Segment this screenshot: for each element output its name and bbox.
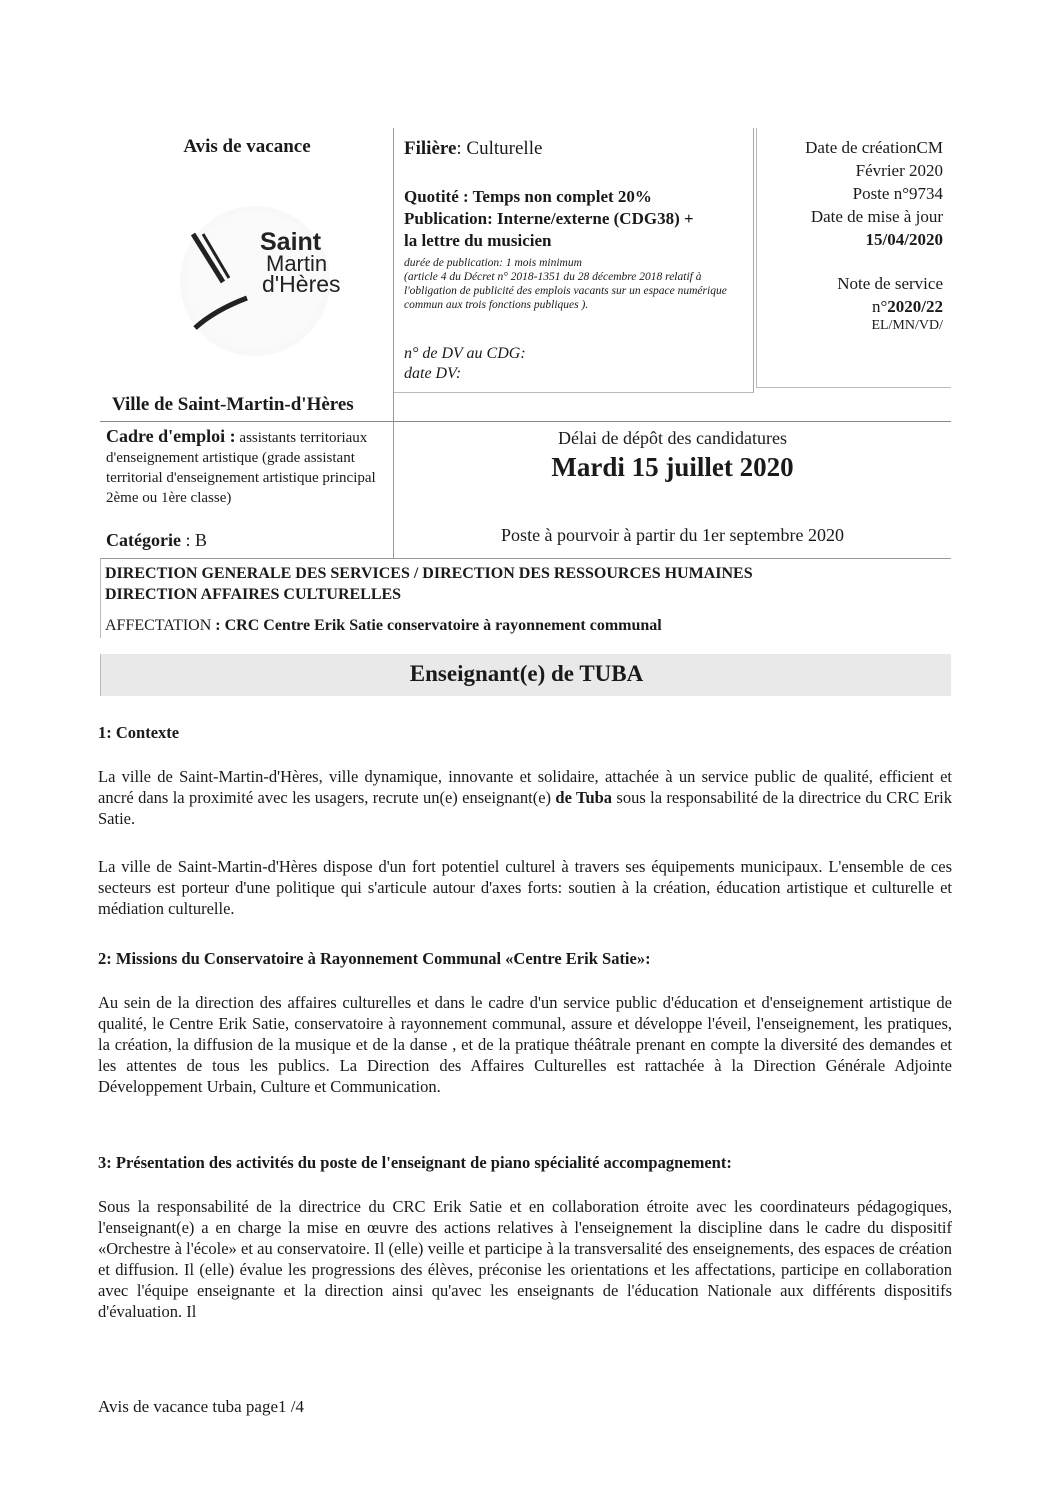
delai-cell bbox=[394, 421, 951, 558]
affectation-label: AFFECTATION bbox=[105, 617, 212, 634]
affectation bbox=[105, 617, 662, 635]
affectation-value: : CRC Centre Erik Satie conservatoire à rayonnement communal bbox=[211, 617, 662, 634]
filiere-label: Filière bbox=[404, 138, 457, 159]
publication-2: la lettre du musicien bbox=[404, 231, 552, 250]
poste-availability: Poste à pourvoir à partir du 1er septembre 2020 bbox=[501, 525, 844, 545]
page-footer: Avis de vacance tuba page1 /4 bbox=[98, 1397, 304, 1416]
note-number-value: 2020/22 bbox=[887, 297, 943, 316]
job-title: Enseignant(e) de TUBA bbox=[409, 661, 644, 686]
paragraph-context-1b: de Tuba bbox=[555, 788, 613, 807]
paragraph-missions: Au sein de la direction des affaires culturelles et dans le cadre d'un service public d'éducation et d'enseignement artistique de qualité, le Centre Erik Satie, conservatoire à rayonnement communal, assure et développe l'éveil, l'enseignement, les pratiques, la création, la diffusion de la musique et de la danse , et de la pratique théâtrale prenant en compte la diversité des demandes et les attentes de tous les publics. La Direction des Affaires Culturelles est rattachée à la Direction Générale Adjointe Développement Urbain, Culture et Communication. bbox=[98, 993, 952, 1096]
cadre-emploi bbox=[106, 426, 388, 508]
categorie-label: Catégorie bbox=[106, 530, 181, 550]
paragraph-context-1 bbox=[98, 766, 952, 829]
date-update-value: 15/04/2020 bbox=[865, 230, 943, 249]
cadre-cell bbox=[100, 421, 394, 558]
publication: Publication: Interne/externe (CDG38) + bbox=[404, 209, 694, 228]
categorie bbox=[106, 530, 207, 551]
filiere bbox=[404, 138, 542, 160]
direction-line-2: DIRECTION AFFAIRES CULTURELLES bbox=[105, 586, 402, 603]
date-cell bbox=[756, 128, 951, 388]
logo-mark-icon bbox=[185, 230, 255, 330]
section-2-title: 2: Missions du Conservatoire à Rayonnement Communal «Centre Erik Satie»: bbox=[98, 949, 651, 968]
decree-reference: (article 4 du Décret n° 2018-1351 du 28 décembre 2018 relatif à l'obligation de publicité des emplois vacants sur un espace numérique commun aux trois fonctions publiques ). bbox=[404, 271, 727, 311]
dv-number: n° de DV au CDG: bbox=[404, 345, 526, 362]
filiere-cell bbox=[394, 128, 754, 393]
direction-cell bbox=[100, 558, 951, 638]
paragraph-activities: Sous la responsabilité de la directrice du CRC Erik Satie et en collaboration étroite avec les coordinateurs pédagogiques, l'enseignant(e) a en charge la mise en œuvre des actions relatives à l'enseignement la discipline dans le cadre du dispositif «Orchestre à l'école» et au conservatoire. Il (elle) veille et participe à la transversalité des enseignements, des espaces de création et diffusion. Il (elle) évalue les progressions des élèves, préconise les orientations et les affectations, participe en collaboration avec l'équipe enseignante et la direction ainsi qu'avec les enseignants de l'éducation Nationale aux différents dispositifs d'évaluation. Il bbox=[98, 1197, 952, 1321]
note-number bbox=[837, 295, 943, 318]
note-block bbox=[837, 272, 943, 334]
date-update: Date de mise à jour bbox=[810, 207, 943, 226]
avis-cell bbox=[100, 128, 394, 421]
ville-name: Ville de Saint-Martin-d'Hères bbox=[112, 394, 354, 415]
dv-date: date DV: bbox=[404, 365, 462, 382]
poste-number: Poste n°9734 bbox=[852, 184, 943, 203]
date-block bbox=[805, 136, 943, 251]
date-creation: Date de créationCM bbox=[805, 138, 943, 157]
dv-info bbox=[404, 344, 526, 384]
cadre-label: Cadre d'emploi : bbox=[106, 426, 236, 446]
section-3-title: 3: Présentation des activités du poste de l'enseignant de piano spécialité accompagnement: bbox=[98, 1153, 732, 1172]
paragraph-context-2: La ville de Saint-Martin-d'Hères dispose d'un fort potentiel culturel à travers ses équipements municipaux. L'ensemble de ces secteurs est porteur d'une politique qui s'articule autour d'axes forts: soutien à la création, éducation artistique et culturelle et médiation culturelle. bbox=[98, 857, 952, 918]
note-service-label: Note de service bbox=[837, 274, 943, 293]
cadre-value: assistants territoriaux d'enseignement artistique (grade assistant territorial d'enseignement artistique principal 2ème ou 1ère classe) bbox=[106, 430, 376, 506]
delai-label: Délai de dépôt des candidatures bbox=[558, 428, 787, 448]
filiere-value: : Culturelle bbox=[456, 138, 543, 159]
quotite-publication bbox=[404, 186, 754, 252]
job-title-cell bbox=[100, 654, 951, 696]
city-logo bbox=[180, 206, 350, 356]
paragraph-context-1c: sous la responsabilité de la directrice du CRC Erik Satie. bbox=[98, 788, 952, 828]
avis-title: Avis de vacance bbox=[183, 136, 311, 157]
publication-details bbox=[404, 256, 756, 312]
note-number-prefix: n° bbox=[871, 297, 888, 316]
logo-line-saint: Saint bbox=[260, 228, 322, 256]
quotite: Quotité : Temps non complet 20% bbox=[404, 187, 652, 206]
publication-duration: durée de publication: 1 mois minimum bbox=[404, 257, 582, 269]
categorie-value: : B bbox=[180, 530, 207, 550]
section-1-title: 1: Contexte bbox=[98, 723, 180, 742]
direction-line-1: DIRECTION GENERALE DES SERVICES / DIRECTION DES RESSOURCES HUMAINES bbox=[105, 565, 753, 582]
date-creation-value: Février 2020 bbox=[855, 161, 943, 180]
logo-text bbox=[260, 228, 341, 297]
header-table bbox=[100, 128, 951, 694]
logo-line-martin: Martin bbox=[266, 251, 328, 276]
note-initials: EL/MN/VD/ bbox=[871, 318, 943, 333]
paragraph-context-1a: La ville de Saint-Martin-d'Hères, ville dynamique, innovante et solidaire, attachée à un service public de qualité, efficient et ancré dans la proximité avec les usagers, recrute un(e) enseignant(e) bbox=[98, 767, 952, 807]
delai-date: Mardi 15 juillet 2020 bbox=[551, 452, 794, 482]
logo-line-heres: d'Hères bbox=[262, 271, 341, 297]
direction-text bbox=[105, 563, 753, 605]
